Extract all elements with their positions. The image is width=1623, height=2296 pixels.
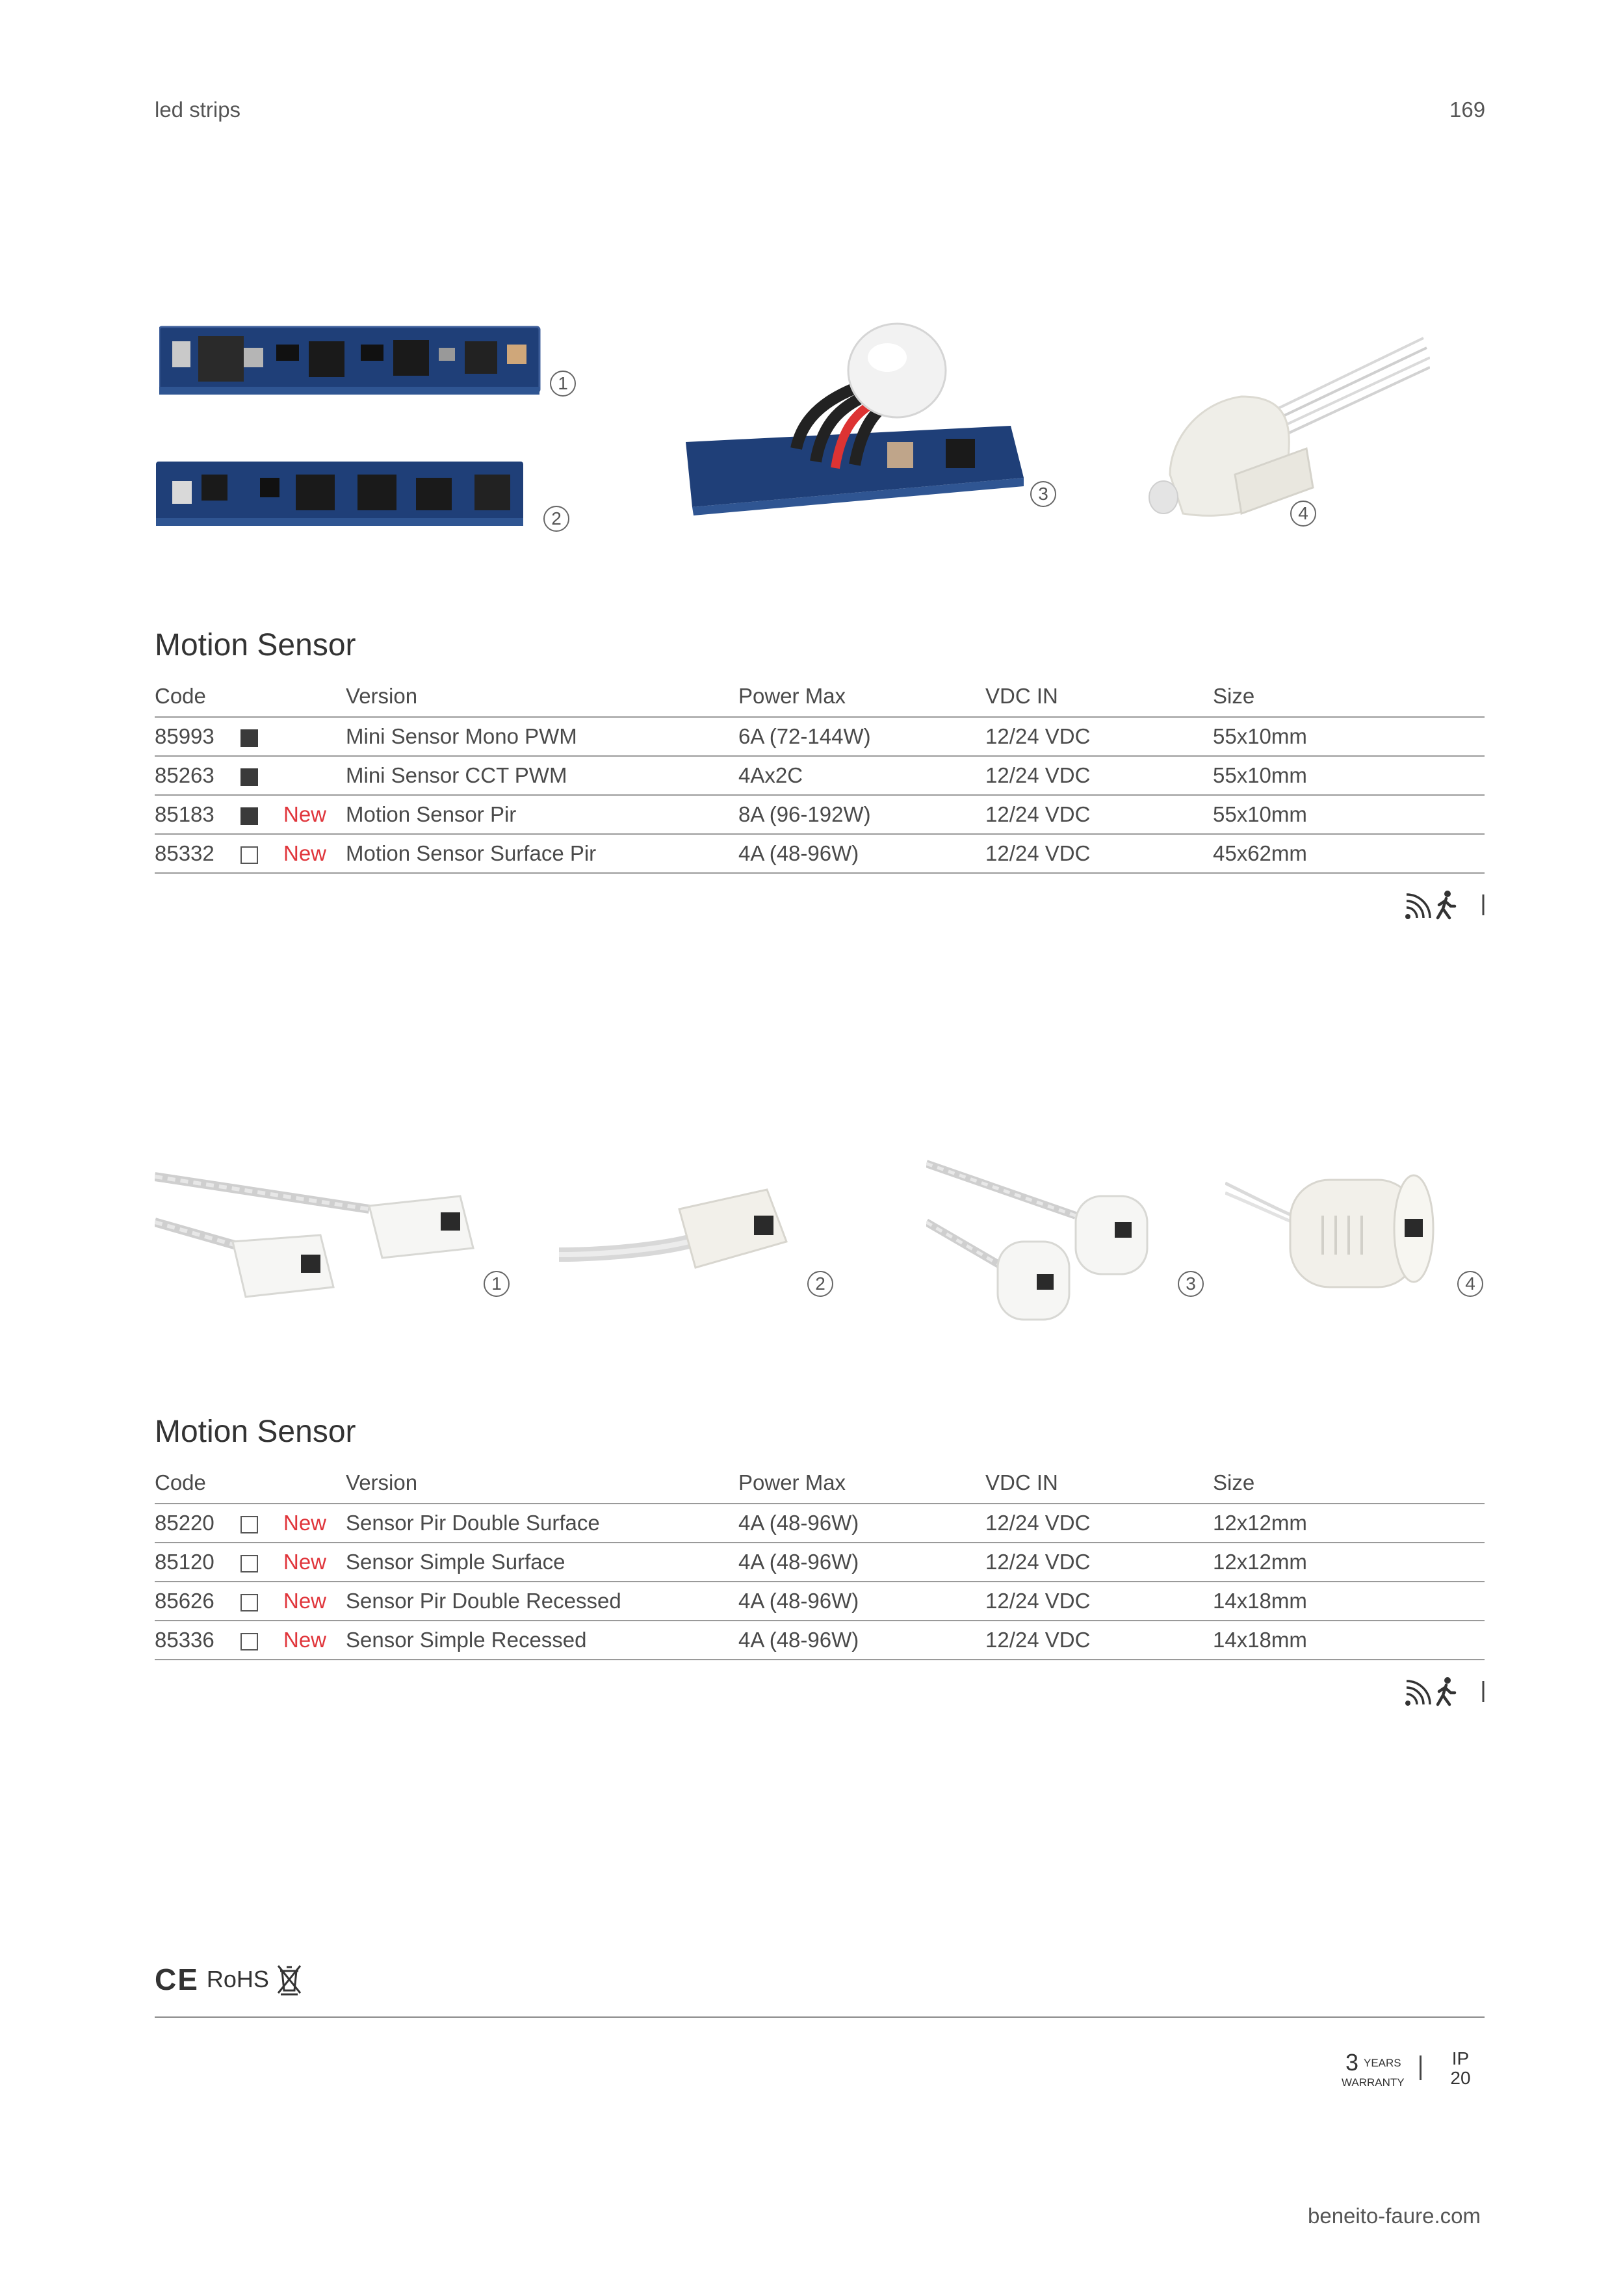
table-row [155, 795, 1485, 834]
finish-square-icon [240, 1633, 258, 1650]
walking-person-icon [1438, 1677, 1455, 1704]
finish-swatch [240, 717, 283, 756]
section1-spec-table [155, 676, 1485, 874]
table-header-row [155, 676, 1485, 717]
code-cell: 85220 [155, 1504, 240, 1543]
col-code: Code [155, 676, 240, 717]
finish-square-icon [240, 1555, 258, 1572]
col-power: Power Max [738, 1463, 985, 1504]
section1-feature-icons [1404, 889, 1488, 923]
power-cell: 4A (48-96W) [738, 1582, 985, 1621]
new-badge: New [283, 1582, 346, 1621]
pcb-mono-photo [159, 322, 543, 403]
col-vdc: VDC IN [985, 676, 1213, 717]
photo-number-s2-2: 2 [807, 1271, 833, 1297]
version-cell: Motion Sensor Pir [346, 795, 738, 834]
photo-number-3: 3 [1030, 481, 1056, 507]
table-row [155, 1543, 1485, 1582]
size-cell: 55x10mm [1213, 717, 1485, 756]
col-power: Power Max [738, 676, 985, 717]
size-cell: 12x12mm [1213, 1504, 1485, 1543]
signal-waves-icon [1405, 1681, 1430, 1706]
code-cell: 85120 [155, 1543, 240, 1582]
ip-rating [1444, 2049, 1477, 2088]
code-cell: 85993 [155, 717, 240, 756]
code-cell: 85183 [155, 795, 240, 834]
finish-swatch [240, 795, 283, 834]
photo-number-2: 2 [543, 506, 569, 532]
surface-pir-photo [1144, 325, 1430, 540]
pir-dome-sensor-photo [686, 312, 1024, 520]
version-cell: Sensor Pir Double Recessed [346, 1582, 738, 1621]
section2-feature-icons [1404, 1676, 1488, 1710]
ip-label: IP [1451, 2048, 1470, 2068]
col-version: Version [346, 676, 738, 717]
finish-swatch [240, 1543, 283, 1582]
size-cell: 55x10mm [1213, 756, 1485, 795]
finish-square-icon [240, 768, 258, 786]
new-badge [283, 717, 346, 756]
finish-swatch [240, 756, 283, 795]
finish-square-icon [240, 1594, 258, 1611]
size-cell: 14x18mm [1213, 1582, 1485, 1621]
code-cell: 85332 [155, 834, 240, 873]
table-row [155, 717, 1485, 756]
vdc-cell: 12/24 VDC [985, 1504, 1213, 1543]
warranty-label: WARRANTY [1342, 2076, 1405, 2089]
pir-double-surface-photo [155, 1164, 480, 1313]
table-row [155, 1621, 1485, 1660]
table-row [155, 756, 1485, 795]
power-cell: 4A (48-96W) [738, 1621, 985, 1660]
power-cell: 4A (48-96W) [738, 1543, 985, 1582]
power-cell: 4Ax2C [738, 756, 985, 795]
section1-title: Motion Sensor [155, 628, 356, 662]
new-badge [283, 756, 346, 795]
table-row [155, 1582, 1485, 1621]
warranty-badge [1339, 2049, 1405, 2094]
code-cell: 85263 [155, 756, 240, 795]
vdc-cell: 12/24 VDC [985, 1543, 1213, 1582]
version-cell: Sensor Pir Double Surface [346, 1504, 738, 1543]
finish-square-icon [240, 846, 258, 864]
walking-person-icon [1438, 891, 1455, 918]
size-cell: 45x62mm [1213, 834, 1485, 873]
finish-swatch [240, 834, 283, 873]
vdc-cell: 12/24 VDC [985, 1582, 1213, 1621]
version-cell: Mini Sensor Mono PWM [346, 717, 738, 756]
col-size: Size [1213, 676, 1485, 717]
section2-title: Motion Sensor [155, 1415, 356, 1449]
version-cell: Motion Sensor Surface Pir [346, 834, 738, 873]
table-row [155, 1504, 1485, 1543]
power-cell: 4A (48-96W) [738, 834, 985, 873]
table-header-row [155, 1463, 1485, 1504]
vdc-cell: 12/24 VDC [985, 756, 1213, 795]
finish-swatch [240, 1504, 283, 1543]
vdc-cell: 12/24 VDC [985, 834, 1213, 873]
page-number: 169 [1449, 98, 1486, 122]
certifications [155, 1963, 303, 1996]
size-cell: 14x18mm [1213, 1621, 1485, 1660]
section2-spec-table [155, 1463, 1485, 1660]
vdc-cell: 12/24 VDC [985, 717, 1213, 756]
vdc-cell: 12/24 VDC [985, 795, 1213, 834]
version-cell: Sensor Simple Surface [346, 1543, 738, 1582]
version-cell: Sensor Simple Recessed [346, 1621, 738, 1660]
section-label: led strips [155, 98, 241, 122]
warranty-years: YEARS [1364, 2057, 1401, 2069]
sensor-simple-surface-photo [559, 1170, 819, 1300]
col-code: Code [155, 1463, 240, 1504]
power-cell: 6A (72-144W) [738, 717, 985, 756]
new-badge: New [283, 1621, 346, 1660]
power-cell: 4A (48-96W) [738, 1504, 985, 1543]
photo-number-4: 4 [1290, 501, 1316, 527]
website-link[interactable]: beneito-faure.com [1308, 2204, 1481, 2228]
version-cell: Mini Sensor CCT PWM [346, 756, 738, 795]
footer-divider [155, 2016, 1485, 2018]
photo-number-s2-4: 4 [1457, 1271, 1483, 1297]
new-badge: New [283, 795, 346, 834]
rohs-mark: RoHS [206, 1966, 269, 1992]
photo-number-s2-3: 3 [1178, 1271, 1204, 1297]
warranty-number: 3 [1345, 2049, 1359, 2076]
finish-swatch [240, 1582, 283, 1621]
new-badge: New [283, 1543, 346, 1582]
vdc-cell: 12/24 VDC [985, 1621, 1213, 1660]
finish-square-icon [240, 729, 258, 747]
pcb-cct-photo [156, 458, 526, 530]
ip-value: 20 [1450, 2068, 1471, 2088]
signal-waves-icon [1405, 894, 1430, 919]
table-row [155, 834, 1485, 873]
col-size: Size [1213, 1463, 1485, 1504]
crossed-bin-icon [276, 1963, 303, 1996]
code-cell: 85336 [155, 1621, 240, 1660]
finish-square-icon [240, 807, 258, 825]
new-badge: New [283, 834, 346, 873]
photo-number-s2-1: 1 [484, 1271, 510, 1297]
finish-swatch [240, 1621, 283, 1660]
size-cell: 12x12mm [1213, 1543, 1485, 1582]
ce-mark: CE [155, 1963, 199, 1996]
col-vdc: VDC IN [985, 1463, 1213, 1504]
photo-number-1: 1 [550, 371, 576, 397]
power-cell: 8A (96-192W) [738, 795, 985, 834]
size-cell: 55x10mm [1213, 795, 1485, 834]
sensor-simple-recessed-photo [1225, 1164, 1446, 1294]
code-cell: 85626 [155, 1582, 240, 1621]
finish-square-icon [240, 1516, 258, 1533]
pir-double-recessed-photo [926, 1157, 1173, 1326]
footer-separator [1420, 2055, 1422, 2080]
col-version: Version [346, 1463, 738, 1504]
new-badge: New [283, 1504, 346, 1543]
